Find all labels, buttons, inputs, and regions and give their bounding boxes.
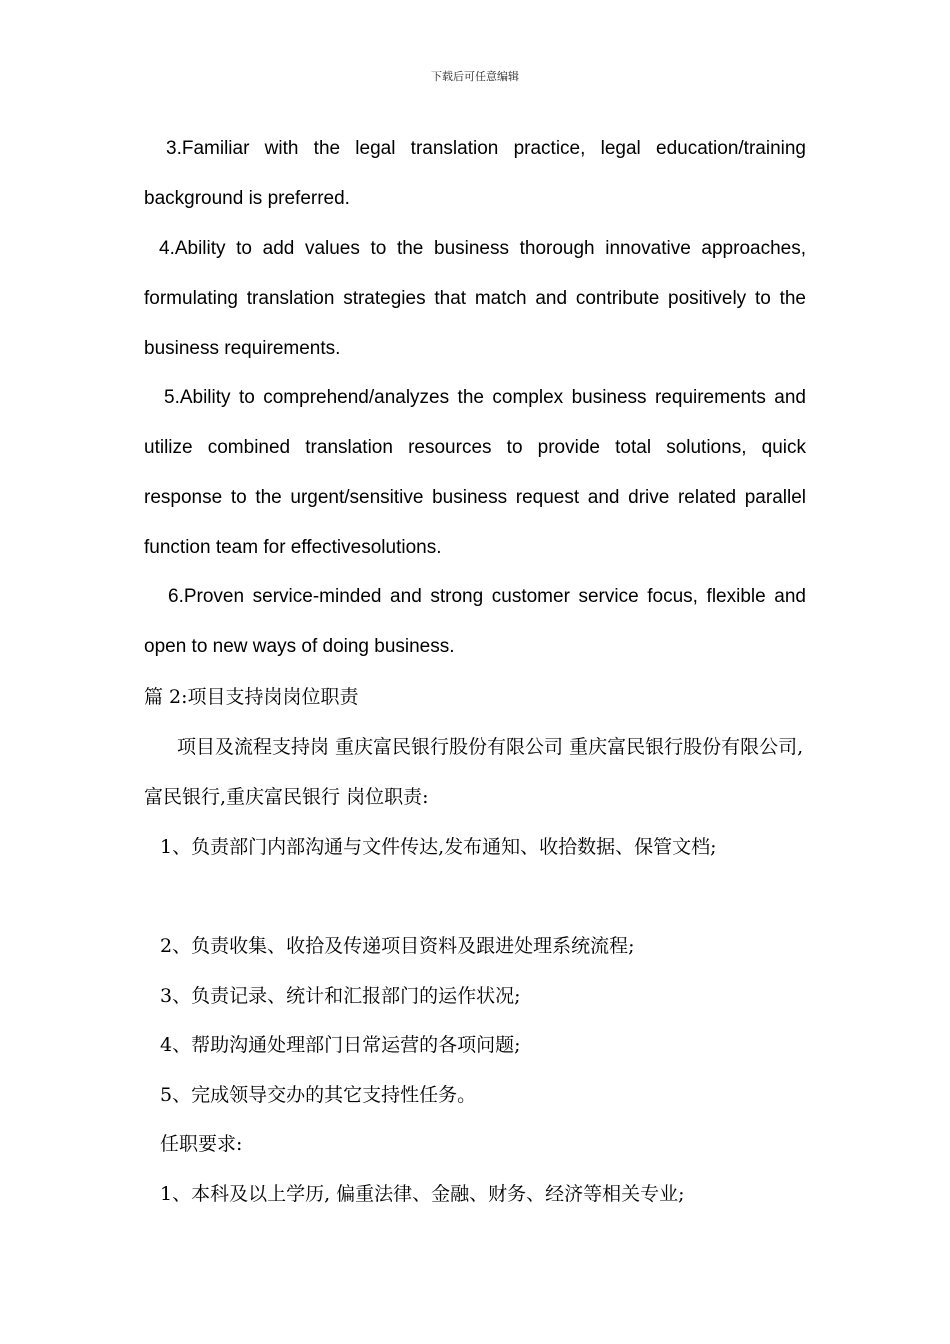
requirement-item-4: 4.Ability to add values to the business thorough innovative approaches, formulating translation strategies that match and contribute positively to the business requirements. [144, 238, 806, 359]
section-title: 篇 2:项目支持岗岗位职责 [144, 686, 359, 708]
requirement-item-3: 3.Familiar with the legal translation practice, legal education/training background is preferred. [144, 138, 806, 209]
duty-item-1: 1、负责部门内部沟通与文件传达,发布通知、收拾数据、保管文档; [160, 836, 717, 858]
duty-item-5: 5、完成领导交办的其它支持性任务。 [160, 1084, 477, 1106]
duty-item-3: 3、负责记录、统计和汇报部门的运作状况; [160, 985, 521, 1007]
requirements-title: 任职要求: [160, 1133, 243, 1155]
requirement-cn-item-1: 1、本科及以上学历, 偏重法律、金融、财务、经济等相关专业; [160, 1183, 685, 1205]
duty-item-2: 2、负责收集、收拾及传递项目资料及跟进处理系统流程; [160, 935, 635, 957]
section-intro: 项目及流程支持岗 重庆富民银行股份有限公司 重庆富民银行股份有限公司,富民银行,重庆富民银行 岗位职责: [144, 736, 804, 808]
duty-item-4: 4、帮助沟通处理部门日常运营的各项问题; [160, 1034, 521, 1056]
requirement-item-5: 5.Ability to comprehend/analyzes the complex business requirements and utilize combined translation resources to provide total solutions, quick response to the urgent/sensitive business request and drive related parallel function team for effectivesolutions. [144, 387, 806, 558]
page-header: 下载后可任意编辑 [431, 70, 519, 83]
requirement-item-6: 6.Proven service-minded and strong customer service focus, flexible and open to new ways of doing business. [144, 586, 806, 657]
